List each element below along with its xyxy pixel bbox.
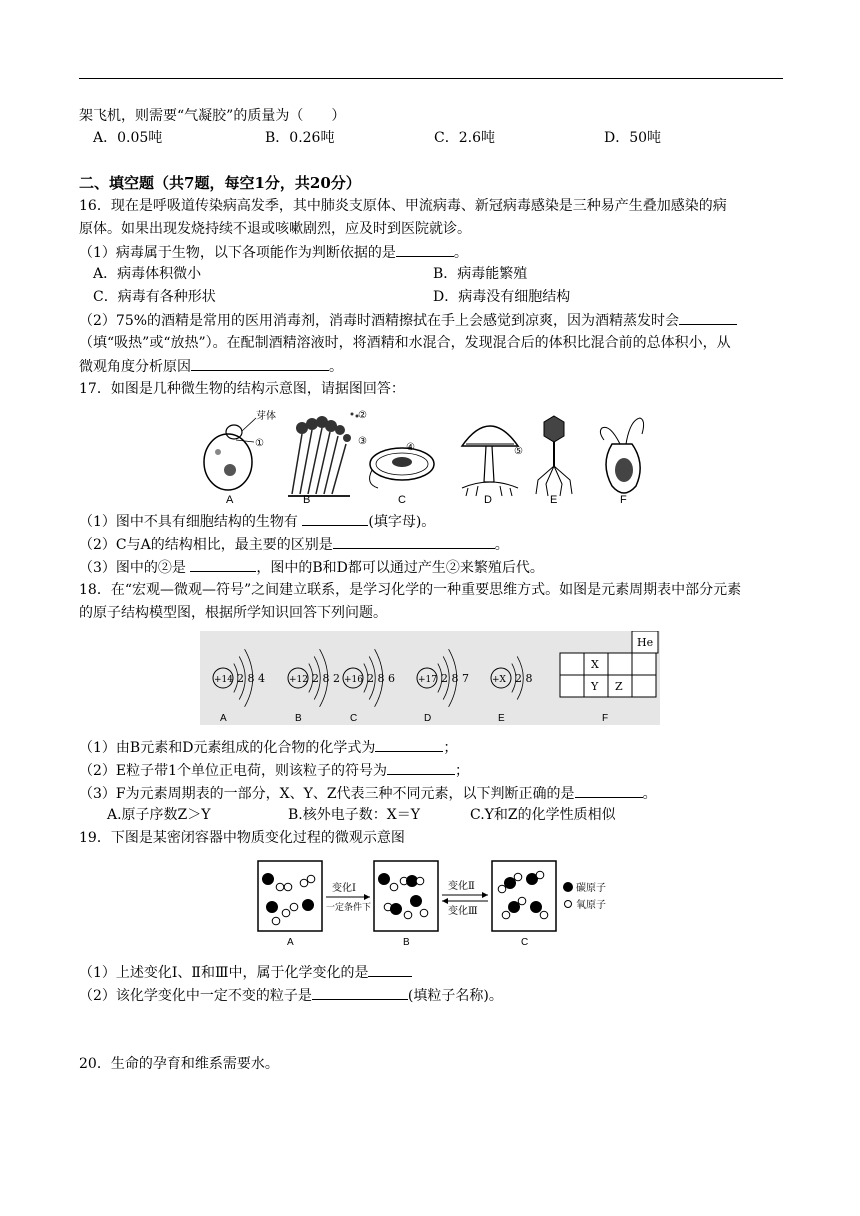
atomic-structure-figure — [200, 631, 660, 725]
q19-sub2: （2）该化学变化中一定不变的粒子是 (填粒子名称)。 — [79, 985, 503, 1006]
oxygen-atom — [502, 911, 510, 919]
q16-option-a: A．病毒体积微小 — [93, 266, 202, 282]
q20-stem: 20．生命的孕育和维系需要水。 — [79, 1056, 279, 1072]
nucleus-charge-e: +X — [492, 675, 506, 685]
q15-option-a: A．0.05吨 — [93, 130, 163, 146]
legend-carbon: 碳原子 — [576, 883, 606, 894]
q18-line1: 18．在“宏观—微观—符号”之间建立联系，是学习化学的一种重要思维方式。如图是元素周期表中部分元素 — [79, 582, 742, 598]
answer-blank[interactable] — [312, 985, 408, 1000]
q16-line2: 原体。如果出现发烧持续不退或咳嗽剧烈，应及时到医院就诊。 — [79, 221, 471, 237]
section-title: 二、填空题（共7题，每空1分，共20分） — [79, 174, 361, 192]
electron-counts-b: 2 8 2 — [312, 672, 340, 685]
phage-drawing — [536, 416, 572, 496]
answer-blank[interactable] — [191, 356, 329, 371]
alga-drawing — [600, 418, 643, 493]
carbon-atom — [267, 902, 278, 913]
q15-option-d: D．50吨 — [604, 130, 662, 146]
marker-3: ③ — [358, 436, 367, 447]
q18-sub3: （3）F为元素周期表的一部分，X、Y、Z代表三种不同元素，以下判断正确的是 。 — [79, 783, 657, 804]
q16-sub2-line1: （2）75%的酒精是常用的医用消毒剂，消毒时酒精擦拭在手上会感觉到凉爽，因为酒精蒸发时会 — [79, 310, 737, 331]
oxygen-atom — [498, 885, 506, 893]
oxygen-atom — [416, 877, 424, 885]
label-c: C — [521, 937, 529, 948]
table-x: X — [591, 658, 599, 671]
q18-line2: 的原子结构模型图，根据所学知识回答下列问题。 — [79, 605, 387, 621]
answer-blank[interactable] — [679, 310, 737, 325]
q17-sub2: （2）C与A的结构相比，最主要的区别是 。 — [79, 534, 509, 555]
change2-label: 变化Ⅱ — [448, 881, 475, 892]
container-b — [374, 861, 438, 931]
q18-option-b: B.核外电子数：X＝Y — [288, 807, 420, 823]
oxygen-atom — [404, 911, 412, 919]
carbon-atom — [509, 902, 520, 913]
oxygen-atom — [518, 897, 526, 905]
carbon-legend-icon — [563, 882, 573, 892]
answer-blank[interactable] — [387, 760, 455, 775]
oxygen-atom — [514, 873, 522, 881]
marker-2: ② — [358, 410, 367, 421]
table-y: Y — [591, 680, 599, 693]
nucleus-charge-a: +14 — [214, 675, 233, 685]
q16-sub1: （1）病毒属于生物，以下各项能作为判断依据的是 。 — [79, 242, 468, 263]
oxygen-atom — [300, 879, 308, 887]
label-f: F — [602, 713, 609, 724]
q15-option-c: C．2.6吨 — [434, 130, 495, 146]
answer-blank[interactable] — [190, 557, 256, 572]
q18-sub1: （1）由B元素和D元素组成的化合物的化学式为 ； — [79, 737, 457, 758]
oxygen-atom — [307, 875, 315, 883]
nucleus-charge-d: +17 — [418, 675, 437, 685]
carbon-atom — [379, 874, 390, 885]
q16-option-b: B．病毒能繁殖 — [433, 266, 528, 282]
q17-sub3: （3）图中的②是 ，图中的B和D都可以通过产生②来繁殖后代。 — [79, 557, 544, 578]
microorganism-figure — [200, 404, 650, 504]
label-b: B — [303, 494, 311, 504]
q19-sub1: （1）上述变化Ⅰ、Ⅱ和Ⅲ中，属于化学变化的是 — [79, 962, 412, 983]
marker-5: ⑤ — [514, 446, 523, 457]
oxygen-atom — [282, 909, 290, 917]
q16-sub2-line3: 微观角度分析原因 。 — [79, 356, 343, 377]
carbon-atom — [303, 900, 314, 911]
label-c: C — [350, 713, 358, 724]
marker-1: ① — [255, 438, 264, 449]
oxygen-atom — [276, 883, 284, 891]
carbon-atom — [505, 878, 516, 889]
oxygen-atom — [536, 871, 544, 879]
electron-counts-d: 2 8 7 — [441, 672, 469, 685]
label-b: B — [403, 937, 410, 948]
q19-stem: 19．下图是某密闭容器中物质变化过程的微观示意图 — [79, 830, 405, 846]
container-c — [492, 861, 556, 931]
carbon-atom — [411, 896, 422, 907]
q16-option-c: C．病毒有各种形状 — [93, 289, 216, 305]
oxygen-atom — [284, 883, 292, 891]
oxygen-legend-icon — [565, 901, 572, 908]
oxygen-atom — [290, 903, 298, 911]
yeast-drawing — [204, 409, 276, 490]
label-d: D — [484, 494, 492, 504]
electron-counts-e: 2 8 — [515, 672, 533, 685]
q16-sub2-line2: （填“吸热”或“放热”）。在配制酒精溶液时，将酒精和水混合，发现混合后的体积比混合前的总体积小，从 — [79, 335, 731, 351]
change1-label: 变化Ⅰ — [332, 883, 356, 894]
header-rule — [79, 78, 783, 79]
electron-counts-c: 2 8 6 — [367, 672, 395, 685]
mushroom-drawing — [462, 426, 523, 496]
label-d: D — [424, 713, 432, 724]
electron-counts-a: 2 8 4 — [237, 672, 265, 685]
answer-blank[interactable] — [368, 962, 412, 977]
answer-blank[interactable] — [333, 534, 495, 549]
nucleus-charge-c: +16 — [344, 675, 363, 685]
bud-label: 芽体 — [256, 411, 276, 422]
container-a — [258, 861, 322, 931]
condition-label: 一定条件下 — [326, 903, 372, 913]
q16-option-d: D．病毒没有细胞结构 — [433, 289, 571, 305]
reaction-figure — [256, 857, 616, 949]
table-he: He — [637, 636, 654, 649]
nucleus-charge-b: +12 — [289, 675, 308, 685]
q18-option-c: C.Y和Z的化学性质相似 — [470, 807, 616, 823]
q17-stem: 17．如图是几种微生物的结构示意图，请据图回答： — [79, 381, 405, 397]
q17-sub1: （1）图中不具有细胞结构的生物有 (填字母)。 — [79, 511, 435, 532]
mold-drawing — [288, 410, 367, 496]
answer-blank[interactable] — [396, 242, 454, 257]
label-a: A — [287, 937, 294, 948]
q15-option-b: B．0.26吨 — [265, 130, 335, 146]
bacterium-drawing — [370, 442, 434, 488]
q16-line1: 16．现在是呼吸道传染病高发季，其中肺炎支原体、甲流病毒、新冠病毒感染是三种易产生叠加感染的病 — [79, 198, 727, 214]
q18-option-a: A.原子序数Z＞Y — [107, 807, 211, 823]
label-b: B — [295, 713, 302, 724]
carbon-atom — [263, 874, 274, 885]
answer-blank[interactable] — [302, 511, 368, 526]
marker-4: ④ — [406, 442, 415, 453]
q18-sub2: （2）E粒子带1个单位正电荷，则该粒子的符号为 ； — [79, 760, 469, 781]
legend-oxygen: 氧原子 — [576, 900, 606, 911]
label-f: F — [620, 494, 627, 504]
carbon-atom — [391, 904, 402, 915]
q15-stem: 架飞机，则需要“气凝胶”的质量为（ ） — [79, 108, 346, 124]
oxygen-atom — [540, 911, 548, 919]
answer-blank[interactable] — [575, 783, 643, 798]
oxygen-atom — [390, 883, 398, 891]
label-c: C — [398, 494, 406, 504]
oxygen-atom — [420, 909, 428, 917]
label-e: E — [550, 494, 558, 504]
answer-blank[interactable] — [375, 737, 443, 752]
carbon-atom — [531, 902, 542, 913]
label-a: A — [226, 494, 234, 504]
label-a: A — [220, 713, 227, 724]
label-e: E — [498, 713, 505, 724]
change3-label: 变化Ⅲ — [448, 906, 478, 917]
table-z: Z — [615, 680, 623, 693]
oxygen-atom — [272, 917, 280, 925]
